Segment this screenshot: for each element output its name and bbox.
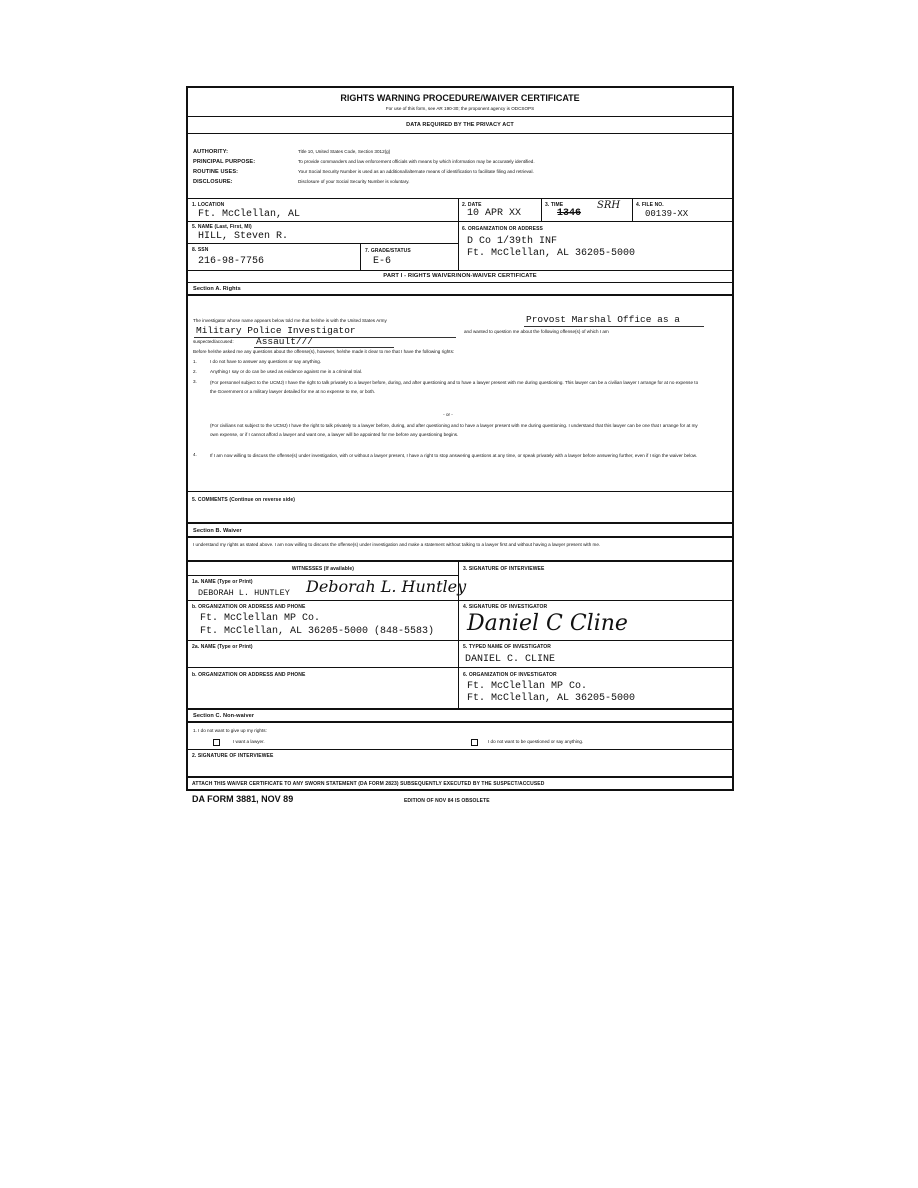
attach-note-row bbox=[188, 778, 732, 789]
privacy-act-title-row bbox=[188, 117, 732, 134]
time-label: 3. TIME bbox=[545, 202, 564, 208]
location-cell[interactable] bbox=[188, 199, 458, 221]
witnesses-label: WITNESSES (If available) bbox=[291, 566, 355, 572]
part1-title-row bbox=[188, 270, 732, 283]
nonwaiver-signature-row[interactable] bbox=[188, 750, 732, 778]
witness2-name-label: 2a. NAME (Type or Print) bbox=[192, 644, 253, 650]
witness2-name-cell[interactable] bbox=[188, 641, 458, 668]
part1-title: PART I - RIGHTS WAIVER/NON-WAIVER CERTIFICATE bbox=[383, 273, 537, 279]
section-c-title: Section C. Non-waiver bbox=[193, 713, 255, 719]
disclosure-text: Disclosure of your Social Security Number is voluntary. bbox=[298, 179, 410, 184]
right-1-text: I do not have to answer any questions or say anything. bbox=[210, 359, 322, 364]
org-value-line1: D Co 1/39th INF bbox=[467, 236, 558, 247]
right-civilian-text: (For civilians not subject to the UCMJ) I have the right to talk privately to a lawyer before, during, and after questioning and to have a lawyer present with me during questioning. I understand that this lawyer can be one that I arrange for at my own expense, or if I cannot afford a lawyer and want one, a lawyer will be appointed for me before any questioning begins. bbox=[210, 423, 698, 437]
name-label: 5. NAME (Last, First, MI) bbox=[192, 224, 252, 230]
no-questions-checkbox[interactable] bbox=[471, 739, 478, 746]
grade-label: 7. GRADE/STATUS bbox=[365, 248, 411, 254]
purpose-text: To provide commanders and law enforcement officials with means by which information may be accurately identified. bbox=[298, 159, 535, 164]
want-lawyer-checkbox[interactable] bbox=[213, 739, 220, 746]
disclosure-label: DISCLOSURE: bbox=[193, 179, 233, 185]
right-3-num: 3. bbox=[193, 379, 197, 384]
role-value: Military Police Investigator bbox=[196, 325, 356, 336]
intro-text-2: and wanted to question me about the following offense(s) of which I am bbox=[464, 329, 609, 334]
location-row bbox=[188, 199, 732, 222]
typed-investigator-value: DANIEL C. CLINE bbox=[465, 654, 556, 665]
routine-uses-text: Your Social Security Number is used as an additional/alternate means of identification to facilitate filing and retrieval. bbox=[298, 169, 534, 174]
intro-text-4: Before he/she asked me any questions about the offense(s), however, he/she made it clear to me that I have the following rights: bbox=[193, 349, 455, 354]
witness2-org-label: b. ORGANIZATION OR ADDRESS AND PHONE bbox=[192, 672, 306, 678]
witness1-name-cell[interactable] bbox=[188, 576, 467, 601]
right-2-text: Anything I say or do can be used as evidence against me in a criminal trial. bbox=[210, 369, 363, 374]
right-3-text: (For personnel subject to the UCMJ) I have the right to talk privately to a lawyer before, during, and after questioning and to have a lawyer present with me during questioning. This lawyer can be a civilian lawyer I arrange for at no expense to the Government or a military lawyer detailed for me at no expense to me, or both. bbox=[210, 380, 699, 394]
right-4-text: If I am now willing to discuss the offense(s) under investigation, with or without a lawyer present, I have a right to stop answering questions at any time, or speak privately with a lawyer before answering further, even if I sign the waiver below. bbox=[210, 453, 698, 458]
time-initials: SRH bbox=[597, 200, 621, 211]
investigator-signature: Daniel C Cline bbox=[467, 611, 628, 636]
right-4-num: 4. bbox=[193, 452, 197, 457]
form-title: RIGHTS WARNING PROCEDURE/WAIVER CERTIFICATE bbox=[340, 93, 580, 103]
ssn-label: 8. SSN bbox=[192, 247, 209, 253]
waiver-text: I understand my rights as stated above. I am now willing to discuss the offense(s) under investigation and make a statement without talking to a lawyer first and without having a lawyer present with me. bbox=[193, 542, 601, 547]
right-2-num: 2. bbox=[193, 369, 197, 374]
agency-value: Provost Marshal Office as a bbox=[526, 314, 680, 325]
investigator-signature-cell[interactable] bbox=[458, 601, 732, 641]
org-label: 6. ORGANIZATION OR ADDRESS bbox=[462, 226, 543, 232]
investigator-org-cell[interactable] bbox=[458, 668, 732, 708]
intro-text-3: suspected/accused: bbox=[193, 339, 234, 344]
grade-cell[interactable] bbox=[360, 244, 458, 270]
date-cell[interactable] bbox=[458, 199, 541, 221]
ssn-cell[interactable] bbox=[188, 244, 360, 270]
form-id: DA FORM 3881, NOV 89 bbox=[192, 794, 294, 804]
witness1-org-line2: Ft. McClellan, AL 36205-5000 (848-5583) bbox=[200, 626, 435, 637]
org-cell[interactable] bbox=[458, 222, 732, 270]
comments-row[interactable] bbox=[188, 492, 732, 524]
ssn-value: 216-98-7756 bbox=[198, 256, 265, 267]
nonwaiver-text: 1. I do not want to give up my rights: bbox=[193, 728, 267, 733]
grade-value: E-6 bbox=[373, 256, 392, 267]
rights-waiver-form bbox=[186, 86, 734, 791]
form-header bbox=[188, 88, 732, 117]
nonwaiver-row bbox=[188, 723, 732, 750]
privacy-act-title: DATA REQUIRED BY THE PRIVACY ACT bbox=[406, 122, 514, 128]
section-a-title: Section A. Rights bbox=[193, 286, 241, 292]
typed-investigator-cell[interactable] bbox=[458, 641, 732, 668]
agency-underline bbox=[524, 326, 704, 327]
want-lawyer-label: I want a lawyer. bbox=[233, 739, 265, 744]
section-c-row bbox=[188, 708, 732, 723]
name-cell[interactable] bbox=[188, 222, 458, 244]
authority-label: AUTHORITY: bbox=[193, 149, 229, 155]
witness1-name-label: 1a. NAME (Type or Print) bbox=[192, 579, 253, 585]
location-value: Ft. McClellan, AL bbox=[198, 209, 301, 220]
file-no-label: 4. FILE NO. bbox=[636, 202, 664, 208]
section-a-row bbox=[188, 283, 732, 296]
investigator-org-line1: Ft. McClellan MP Co. bbox=[467, 681, 588, 692]
authority-text: Title 10, United States Code, Section 3012(g) bbox=[298, 149, 391, 154]
witness1-name-value: DEBORAH L. HUNTLEY bbox=[198, 588, 290, 598]
witness1-org-cell[interactable] bbox=[188, 601, 458, 641]
interviewee-signature-label: 3. SIGNATURE OF INTERVIEWEE bbox=[463, 566, 545, 572]
form-subtitle: For use of this form, see AR 190-30; the proponent agency is ODCSOPS bbox=[385, 106, 535, 111]
investigator-org-line2: Ft. McClellan, AL 36205-5000 bbox=[467, 693, 636, 704]
file-no-value: 00139-XX bbox=[645, 209, 689, 219]
witness1-signature: Deborah L. Huntley bbox=[306, 577, 467, 596]
offense-value: Assault/// bbox=[256, 336, 314, 347]
file-no-cell[interactable] bbox=[632, 199, 732, 221]
location-label: 1. LOCATION bbox=[192, 202, 225, 208]
date-label: 2. DATE bbox=[462, 202, 482, 208]
rights-block bbox=[188, 296, 732, 492]
date-value: 10 APR XX bbox=[467, 208, 522, 219]
waiver-text-row bbox=[188, 538, 732, 562]
time-value: 1346 bbox=[557, 208, 582, 219]
section-b-row bbox=[188, 524, 732, 538]
purpose-label: PRINCIPAL PURPOSE: bbox=[193, 159, 256, 165]
comments-label: 5. COMMENTS (Continue on reverse side) bbox=[192, 497, 295, 503]
nonwaiver-signature-label: 2. SIGNATURE OF INTERVIEWEE bbox=[192, 753, 274, 759]
org-value-line2: Ft. McClellan, AL 36205-5000 bbox=[467, 248, 636, 259]
name-value: HILL, Steven R. bbox=[198, 231, 289, 242]
right-1-num: 1. bbox=[193, 359, 197, 364]
interviewee-signature-cell[interactable] bbox=[458, 562, 732, 601]
witness1-org-label: b. ORGANIZATION OR ADDRESS AND PHONE bbox=[192, 604, 306, 610]
routine-uses-label: ROUTINE USES: bbox=[193, 169, 239, 175]
attach-note: ATTACH THIS WAIVER CERTIFICATE TO ANY SWORN STATEMENT (DA FORM 2823) SUBSEQUENTLY EXECUTED BY THE SUSPECT/ACCUSED bbox=[192, 781, 545, 787]
section-b-title: Section B. Waiver bbox=[193, 528, 242, 534]
investigator-org-label: 6. ORGANIZATION OF INVESTIGATOR bbox=[463, 672, 557, 678]
right-or: - or - bbox=[443, 412, 453, 417]
time-cell[interactable] bbox=[541, 199, 632, 221]
privacy-act-block bbox=[188, 134, 732, 199]
investigator-signature-label: 4. SIGNATURE OF INVESTIGATOR bbox=[463, 604, 548, 610]
intro-text-1: The investigator whose name appears below told me that he/she is with the United States Army bbox=[193, 318, 387, 323]
witnesses-header bbox=[188, 562, 458, 576]
witness1-org-line1: Ft. McClellan MP Co. bbox=[200, 613, 321, 624]
typed-investigator-label: 5. TYPED NAME OF INVESTIGATOR bbox=[463, 644, 552, 650]
edition-note: EDITION OF NOV 84 IS OBSOLETE bbox=[404, 798, 490, 804]
no-questions-label: I do not want to be questioned or say anything. bbox=[488, 739, 584, 744]
witness2-org-cell[interactable] bbox=[188, 668, 458, 708]
